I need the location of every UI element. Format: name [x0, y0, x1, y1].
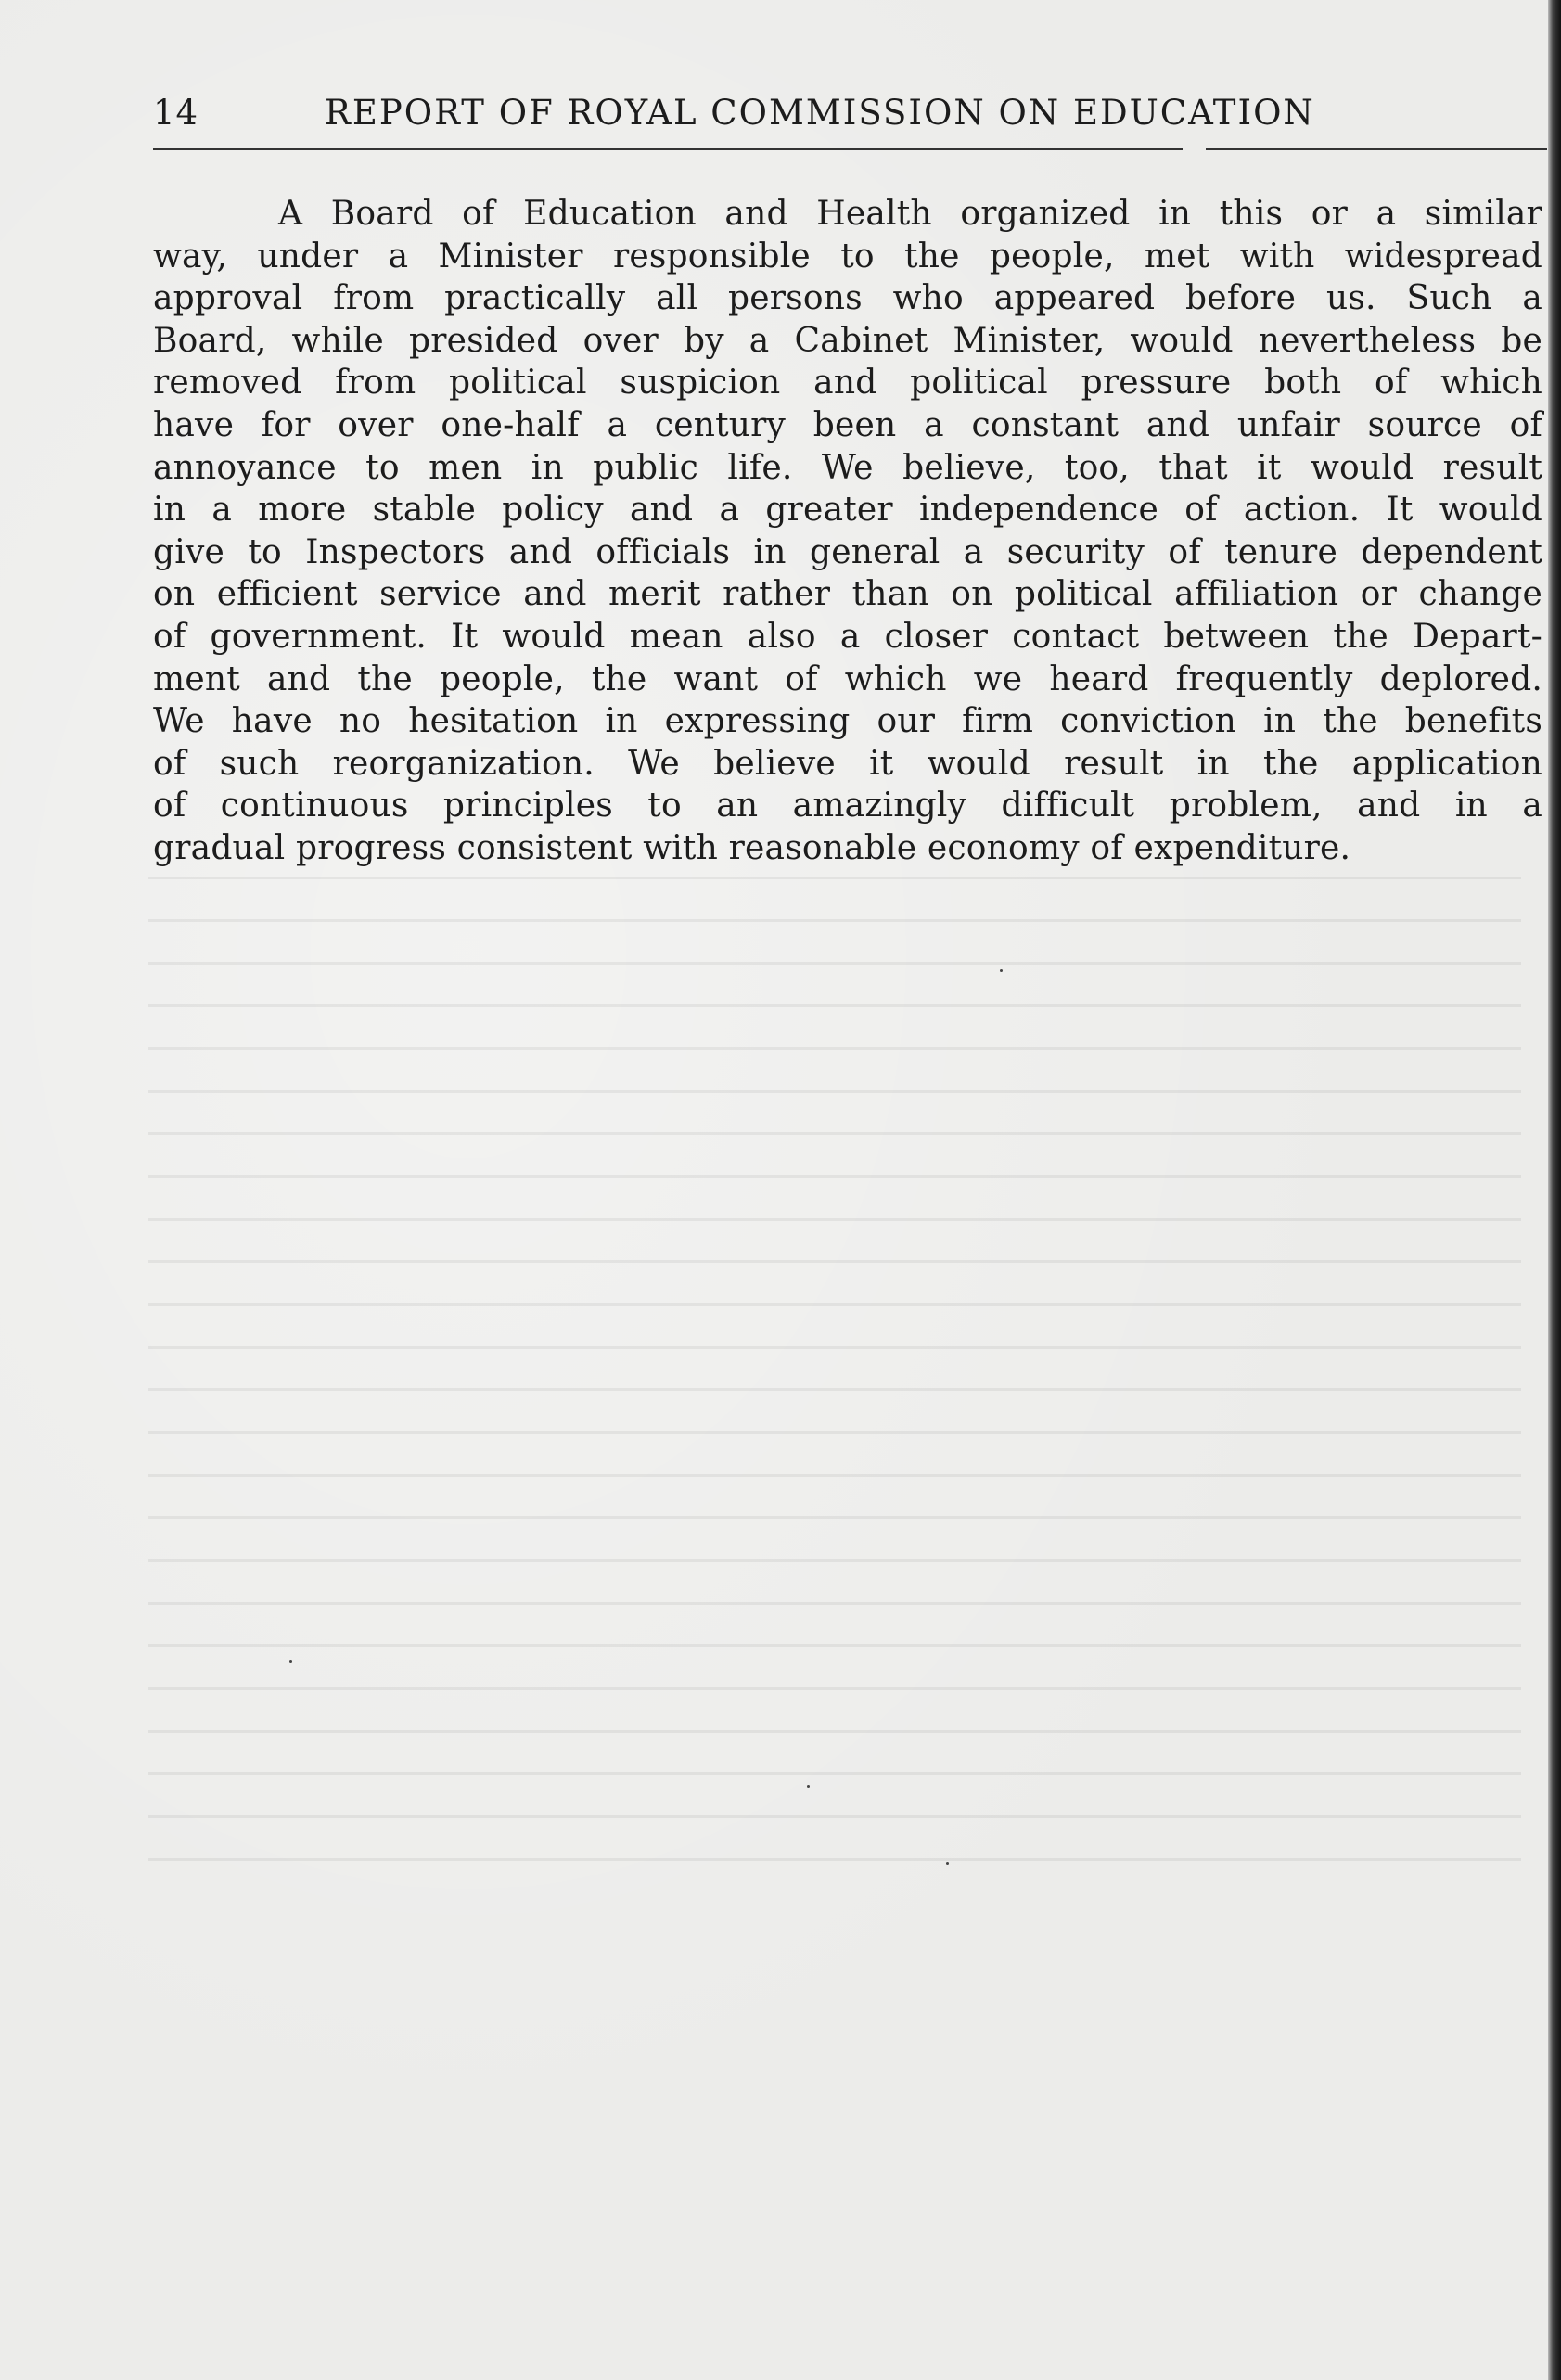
text-line: on efficient service and merit rather than on political affiliation or change: [153, 575, 1542, 614]
text-line: annoyance to men in public life. We believe, too, that it would result: [153, 448, 1542, 487]
text-line: We have no hesitation in expressing our firm conviction in the benefits: [153, 702, 1542, 741]
text-line: of continuous principles to an amazingly difficult problem, and in a: [153, 787, 1542, 825]
text-line: Board, while presided over by a Cabinet Minister, would nevertheless be: [153, 321, 1542, 360]
text-line: A Board of Education and Health organized in this or a similar: [278, 195, 1542, 233]
text-line: gradual progress consistent with reasonable economy of expenditure.: [153, 828, 1351, 867]
binding-edge: [1548, 0, 1561, 2380]
header-rule: [153, 148, 1183, 150]
page-number: 14: [153, 93, 199, 133]
header-rule: [1206, 148, 1547, 150]
text-line: have for over one-half a century been a constant and unfair source of: [153, 405, 1542, 444]
show-through: [148, 877, 1521, 1897]
text-line: approval from practically all persons who appeared before us. Such a: [153, 279, 1542, 318]
body-paragraph: [153, 193, 1542, 870]
text-line: give to Inspectors and officials in general a security of tenure dependent: [153, 532, 1542, 571]
text-line: ment and the people, the want of which we heard frequently deplored.: [153, 659, 1542, 698]
text-line: of such reorganization. We believe it would result in the application: [153, 744, 1542, 783]
paper-speck: [807, 1785, 810, 1788]
paper-speck: [946, 1862, 949, 1865]
running-title: REPORT OF ROYAL COMMISSION ON EDUCATION: [325, 93, 1315, 133]
text-line: in a more stable policy and a greater independence of action. It would: [153, 491, 1542, 530]
running-head: [153, 93, 1544, 139]
paper-speck: [289, 1660, 292, 1663]
text-line: way, under a Minister responsible to the people, met with widespread: [153, 237, 1542, 275]
text-line: removed from political suspicion and political pressure both of which: [153, 364, 1542, 403]
paper-speck: [1000, 969, 1003, 972]
text-line: of government. It would mean also a closer contact between the Depart-: [153, 617, 1542, 656]
